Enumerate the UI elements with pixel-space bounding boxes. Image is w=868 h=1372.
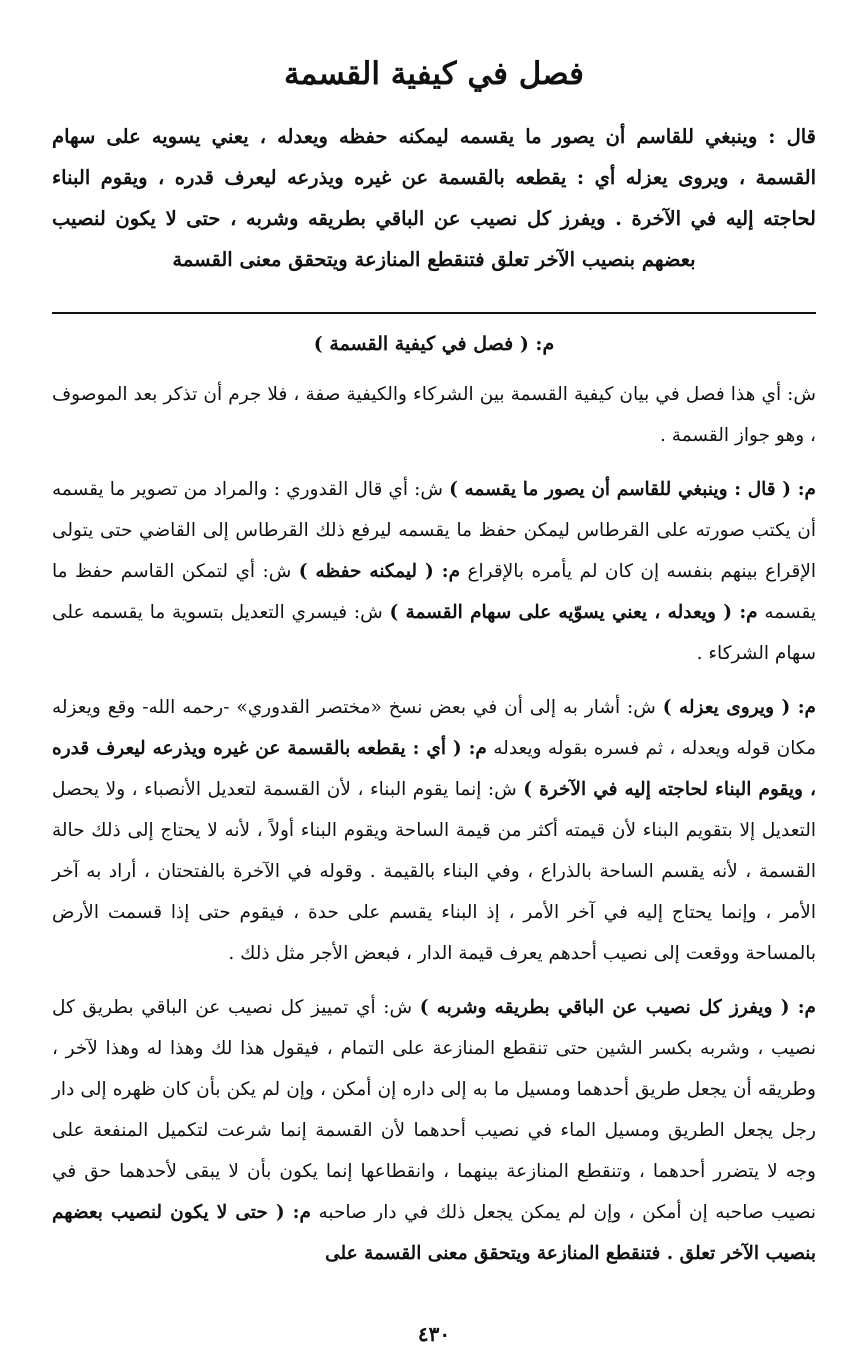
chapter-title: فصل في كيفية القسمة — [284, 56, 584, 92]
commentary-text: ش: أشار به إلى أن في بعض نسخ «مختصر القدوري» -رحمه الله- وقع ويعزله مكان قوله ويعدله ، ثم فسره بقوله ويعدله — [52, 697, 816, 759]
main-text-matn: قال : وينبغي للقاسم أن يصور ما يقسمه ليمكنه حفظه ويعدله ، يعني يسويه على سهام القسمة ، ويروى يعزله أي : يقطعه بالقسمة عن غيره ويذرعه ليعرف قدره ، ويقوم البناء لحاجته إليه في الآخرة . ويفرز كل نصيب عن الباقي بطريقه وشربه ، حتى لا يكون لنصيب بعضهم بنصيب الآخر تعلق فتنقطع المنازعة ويتحقق معنى القسمة — [52, 125, 816, 271]
page-number: ٤٣٠ — [417, 1322, 451, 1346]
quoted-matn: م: ( حتى لا يكون لنصيب بعضهم بنصيب الآخر تعلق . فتنقطع المنازعة ويتحقق معنى القسمة على — [52, 1202, 816, 1264]
quoted-matn: م: ( قال : وينبغي للقاسم أن يصور ما يقسمه ) — [449, 479, 816, 500]
commentary-text: ش: فيسري التعديل بتسوية ما يقسمه على سهام الشركاء . — [52, 602, 816, 664]
commentary-paragraph-1 — [52, 374, 816, 456]
quoted-matn: م: ( ويعدله ، يعني يسوّيه على سهام القسمة ) — [389, 602, 758, 623]
commentary-text: ش: إنما يقوم البناء ، لأن القسمة لتعديل الأنصباء ، ولا يحصل التعديل إلا بتقويم البناء لأن قيمته أكثر من قيمة الساحة ويقوم البناء أولاً ، لأنه لا يحتاج إلى ذلك حالة القسمة ، لأنه يقسم الساحة بالذراع ، وفي البناء بالقيمة . وقوله في الآخرة بالفتحتان ، أراد به آخر الأمر ، وإنما يحتاج إليه في آخر الأمر ، إذ البناء يقسم على حدة ، فيقوم حتى إذا قسمت الأرض بالمساحة ووقعت إلى نصيب أحدهم يعرف قيمة الدار ، فبعض الأجر مثل ذلك . — [52, 779, 816, 964]
quoted-matn: م: ( ليمكنه حفظه ) — [298, 561, 461, 582]
commentary-text: ش: أي تمييز كل نصيب عن الباقي بطريق كل نصيب ، وشربه بكسر الشين حتى تنقطع المنازعة على التمام ، فيقول هذا لك وهذا له وهذا لآخر ، وطريقه أن يجعل طريق أحدهما ومسيل ما به إلى داره إن أمكن ، وإن لم يكن بأن كان ظهره إلى دار رجل يجعل الطريق ومسيل الماء في نصيب أحدهما لأن القسمة إنما شرعت لتكميل المنفعة على وجه لا يتضرر أحدهما ، وتنقطع المنازعة بينهما ، وانقطاعها إنما يكون بأن لا يبقى لأحدهما حق في نصيب صاحبه إن أمكن ، وإن لم يمكن يجعل ذلك في دار صاحبه — [52, 997, 816, 1223]
commentary-paragraph-4 — [52, 987, 816, 1274]
quoted-matn: م: ( أي : يقطعه بالقسمة عن غيره ويذرعه ليعرف قدره ، ويقوم البناء لحاجته إليه في الآخرة ) — [52, 738, 817, 800]
commentary-text: ش: أي قال القدوري : والمراد من تصوير ما يقسمه أن يكتب صورته على القرطاس ليمكن حفظ ما يقسمه ليرفع ذلك القرطاس إلى القاضي حتى يتولى الإقراع بينهم بنفسه إن كان لم يأمره بالإقراع — [52, 479, 817, 582]
commentary-text: ش: أي لتمكن القاسم حفظ ما يقسمه — [52, 561, 817, 623]
commentary-paragraph-2 — [52, 469, 816, 674]
quoted-matn: م: ( ويروى يعزله ) — [662, 697, 817, 718]
commentary-paragraph-3 — [52, 687, 816, 974]
commentary-text: ش: أي هذا فصل في بيان كيفية القسمة بين الشركاء والكيفية صفة ، فلا جرم أن تذكر بعد الموصوف ، وهو جواز القسمة . — [52, 384, 816, 446]
section-divider — [52, 312, 816, 314]
commentary-heading: م: ( فصل في كيفية القسمة ) — [313, 333, 555, 355]
quoted-matn: م: ( ويفرز كل نصيب عن الباقي بطريقه وشربه ) — [419, 997, 816, 1018]
